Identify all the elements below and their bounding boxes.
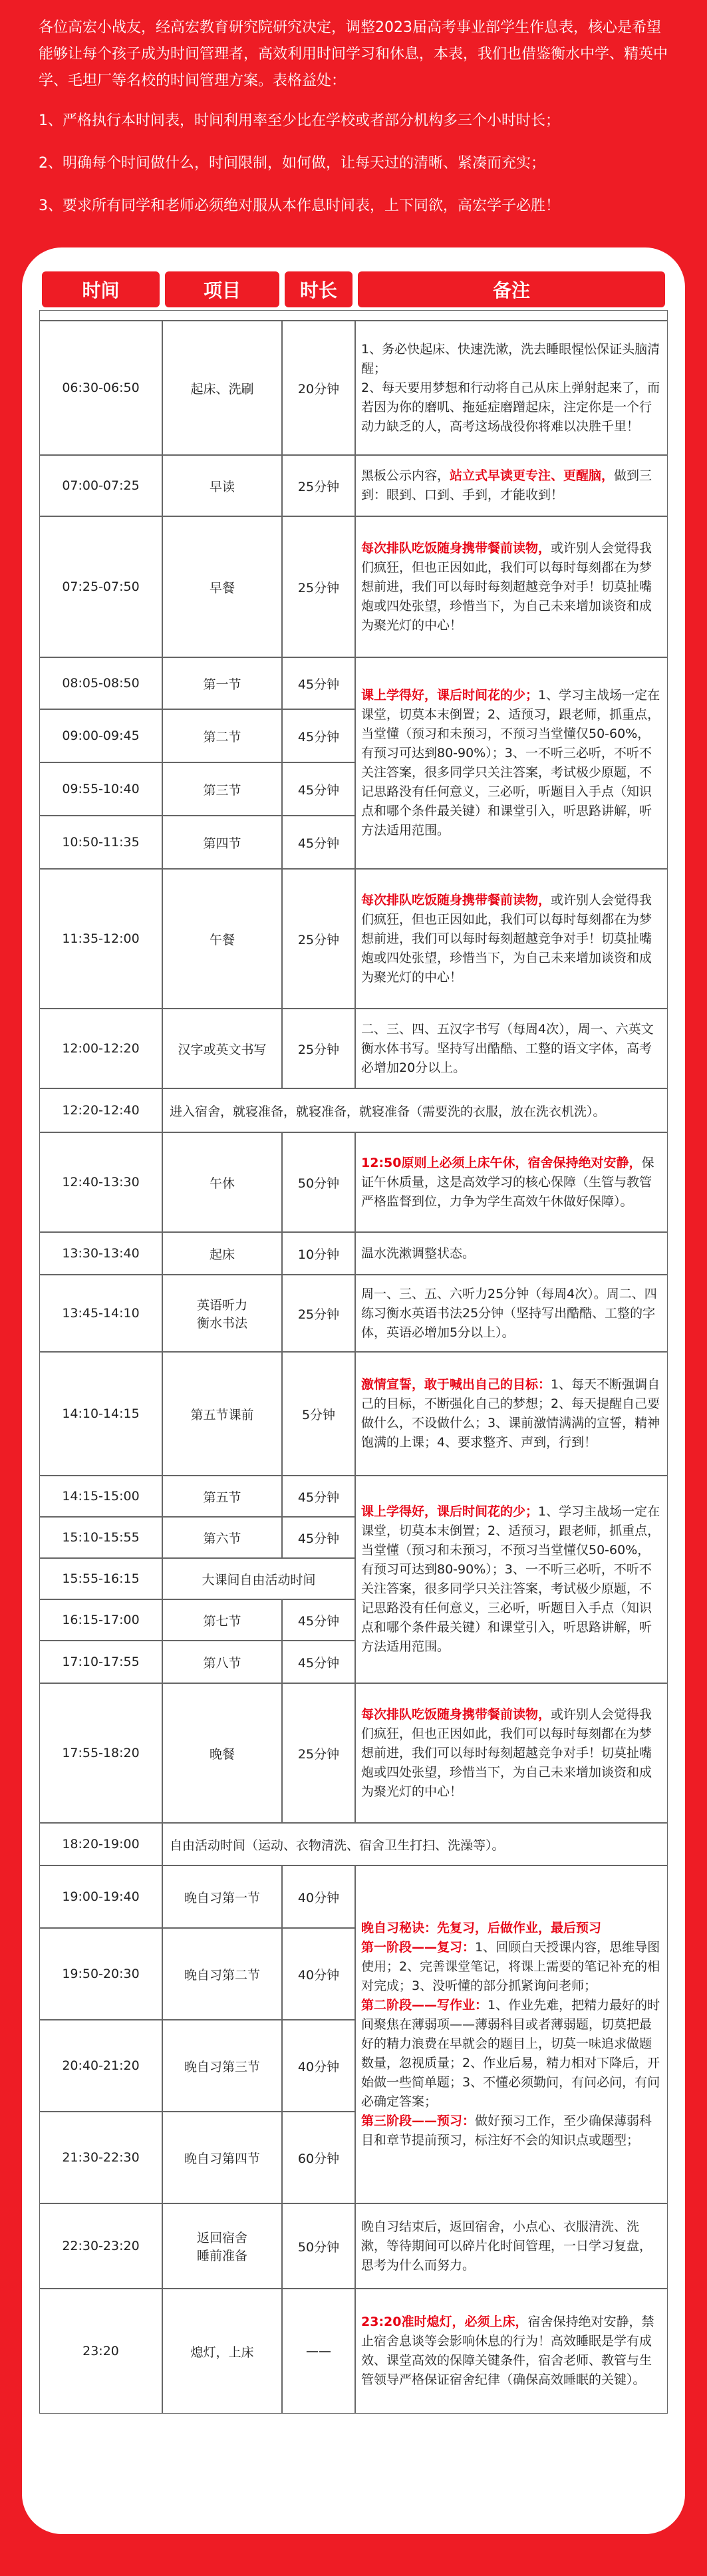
duration-cell: 40分钟 bbox=[282, 1928, 355, 2020]
note-cell: 周一、三、五、六听力25分钟（每周4次）。周二、四练习衡水英语书法25分钟（坚持写出酷酷、工整的字体，英语必增加5分以上）。 bbox=[355, 1275, 668, 1352]
time-cell: 13:45-14:10 bbox=[39, 1275, 162, 1352]
time-cell: 14:15-15:00 bbox=[39, 1476, 162, 1517]
time-cell: 14:10-14:15 bbox=[39, 1352, 162, 1476]
evening-stage-2 bbox=[361, 1996, 662, 2112]
header-time: 时间 bbox=[39, 269, 162, 310]
time-cell: 07:25-07:50 bbox=[39, 516, 162, 657]
item-cell: 第一节 bbox=[162, 657, 282, 709]
table-row bbox=[39, 1088, 668, 1132]
time-cell: 10:50-11:35 bbox=[39, 816, 162, 869]
item-cell: 返回宿舍 睡前准备 bbox=[162, 2203, 282, 2289]
note-highlight: 第二阶段——写作业： bbox=[361, 1998, 488, 2012]
evening-stage-3 bbox=[361, 2112, 662, 2150]
item-cell: 第八节 bbox=[162, 1641, 282, 1683]
duration-cell: 50分钟 bbox=[282, 1132, 355, 1232]
item-cell: 晚自习第三节 bbox=[162, 2020, 282, 2112]
note-text: 做到三到：眼到、口到、手到，才能收到！ bbox=[361, 468, 652, 502]
item-cell: 第三节 bbox=[162, 762, 282, 816]
note-highlight: 第三阶段——预习： bbox=[361, 2114, 476, 2128]
duration-cell: 45分钟 bbox=[282, 1476, 355, 1517]
note-cell bbox=[355, 657, 668, 869]
note-highlight: 每次排队吃饭随身携带餐前读物， bbox=[361, 1706, 551, 1722]
time-cell: 17:10-17:55 bbox=[39, 1641, 162, 1683]
note-text: 黑板公示内容， bbox=[361, 468, 450, 483]
duration-cell: 25分钟 bbox=[282, 869, 355, 1009]
duration-cell: 45分钟 bbox=[282, 1599, 355, 1641]
time-cell: 21:30-22:30 bbox=[39, 2112, 162, 2203]
table-row bbox=[39, 869, 668, 1009]
time-cell: 22:30-23:20 bbox=[39, 2203, 162, 2289]
intro-paragraph: 各位高宏小战友，经高宏教育研究院研究决定，调整2023届高考事业部学生作息表，核心是希望能够让每个孩子成为时间管理者，高效利用时间学习和休息，本表，我们也借鉴衡水中学、精英中学、毛坦厂等名校的时间管理方案。表格益处： bbox=[39, 19, 668, 89]
header-item: 项目 bbox=[162, 269, 282, 310]
table-row bbox=[39, 1009, 668, 1088]
table-header bbox=[39, 269, 668, 310]
time-cell: 18:20-19:00 bbox=[39, 1823, 162, 1865]
table-row bbox=[39, 1865, 668, 1928]
schedule-table bbox=[39, 269, 668, 2414]
table-row bbox=[39, 455, 668, 516]
note-text: 1、每天不断强调自己的目标，不断强化自己的梦想；2、每天提醒自己要做什么，不设做什么；3、课前激情满满的宣誓，精神饱满的上课；4、要求整齐、声到，行到！ bbox=[361, 1377, 660, 1450]
note-text: 或许别人会觉得我们疯狂，但也正因如此，我们可以每时每刻都在为梦想前进，我们可以每时每刻超越竞争对手！切莫扯嘴炮或四处张望，珍惜当下，为自己未来增加谈资和成为聚光灯的中心！ bbox=[361, 892, 652, 985]
duration-cell: 45分钟 bbox=[282, 709, 355, 762]
duration-cell: 45分钟 bbox=[282, 1517, 355, 1558]
time-cell: 23:20 bbox=[39, 2289, 162, 2414]
item-cell: 第七节 bbox=[162, 1599, 282, 1641]
duration-cell: 40分钟 bbox=[282, 1865, 355, 1928]
item-cell: 第四节 bbox=[162, 816, 282, 869]
note-cell bbox=[355, 455, 668, 516]
time-cell: 06:30-06:50 bbox=[39, 321, 162, 455]
note-highlight: 12:50原则上必须上床午休，宿舍保持绝对安静， bbox=[361, 1155, 642, 1170]
time-cell: 12:00-12:20 bbox=[39, 1009, 162, 1088]
time-cell: 15:55-16:15 bbox=[39, 1558, 162, 1599]
duration-cell: 40分钟 bbox=[282, 2020, 355, 2112]
item-cell: 晚自习第一节 bbox=[162, 1865, 282, 1928]
note-text: 做好预习工作，至少确保薄弱科目和章节提前预习，标注好不会的知识点或题型； bbox=[361, 2114, 652, 2148]
duration-cell: 25分钟 bbox=[282, 516, 355, 657]
item-cell: 早餐 bbox=[162, 516, 282, 657]
duration-cell: 45分钟 bbox=[282, 1641, 355, 1683]
item-cell: 第五节 bbox=[162, 1476, 282, 1517]
note-highlight: 激情宣誓，敢于喊出自己的目标： bbox=[361, 1377, 551, 1392]
table-row bbox=[39, 2289, 668, 2414]
time-cell: 15:10-15:55 bbox=[39, 1517, 162, 1558]
time-cell: 12:20-12:40 bbox=[39, 1088, 162, 1132]
duration-cell: 45分钟 bbox=[282, 657, 355, 709]
item-cell: 英语听力 衡水书法 bbox=[162, 1275, 282, 1352]
note-text: 1、回顾白天授课内容，思维导图使用；2、完善课堂笔记，将课上需要的笔记补充的相对完成；3、没听懂的部分抓紧询问老师； bbox=[361, 1940, 660, 1993]
duration-cell: —— bbox=[282, 2289, 355, 2414]
item-cell: 早读 bbox=[162, 455, 282, 516]
note-text: 或许别人会觉得我们疯狂，但也正因如此，我们可以每时每刻都在为梦想前进，我们可以每时每刻超越竞争对手！切莫扯嘴炮或四处张望，珍惜当下，为自己未来增加谈资和成为聚光灯的中心！ bbox=[361, 1706, 652, 1799]
note-cell bbox=[355, 516, 668, 657]
note-highlight: 站立式早读更专注、更醒脑， bbox=[450, 468, 615, 483]
table-row bbox=[39, 1352, 668, 1476]
schedule-card bbox=[22, 247, 685, 2534]
table-row bbox=[39, 321, 668, 455]
note-highlight: 第一阶段——复习： bbox=[361, 1940, 476, 1955]
intro-section bbox=[0, 0, 707, 236]
item-cell: 晚自习第二节 bbox=[162, 1928, 282, 2020]
table-row bbox=[39, 1476, 668, 1517]
time-cell: 08:05-08:50 bbox=[39, 657, 162, 709]
note-cell: 1、务必快起床、快速洗漱，洗去睡眼惺忪保证头脑清醒； 2、每天要用梦想和行动将自己从床上弹射起来了，而若因为你的磨叽、拖延症磨蹭起床，注定你是一个行动力缺乏的人，高考这场战役你将难以决胜千里！ bbox=[355, 321, 668, 455]
table-row bbox=[39, 1232, 668, 1275]
item-cell: 熄灯，上床 bbox=[162, 2289, 282, 2414]
table-row bbox=[39, 2203, 668, 2289]
rule-3: 3、要求所有同学和老师必须绝对服从本作息时间表，上下同欲，高宏学子必胜！ bbox=[39, 198, 560, 214]
table-row bbox=[39, 516, 668, 657]
item-cell: 晚餐 bbox=[162, 1683, 282, 1823]
duration-cell: 25分钟 bbox=[282, 455, 355, 516]
note-text: 保证午休质量，这是高效学习的核心保障（生管与教管严格监督到位，力争为学生高效午休做好保障）。 bbox=[361, 1155, 654, 1209]
note-text: 宿舍保持绝对安静，禁止宿舍息谈等会影响休息的行为！高效睡眠是学有成效、课堂高效的保障关键条件，宿舍老师、教管与生管领导严格保证宿舍纪律（确保高效睡眠的关键）。 bbox=[361, 2315, 654, 2387]
note-text: 1、作业先难，把精力最好的时间聚焦在薄弱项——薄弱科目或者薄弱题，切莫把最好的精力浪费在早就会的题目上，切莫一味追求做题数量，忽视质量；2、作业后易，精力相对下降后，开始做一些简单题；3、不懂必须勤问，有问必问，有问必确定答案； bbox=[361, 1998, 660, 2109]
note-cell bbox=[355, 1132, 668, 1232]
note-text: 1、学习主战场一定在课堂，切莫本末倒置；2、适预习，跟老师，抓重点，当堂懂（预习和未预习，不预习当堂懂仅50-60%，有预习可达到80-90%）；3、一不听三必听，不听不关注答案，很多同学只关注答案，考试极少原题，不记思路没有任何意义，三必听，听题目入手点（知识点和哪个条件最关键）和课堂引入，听思路讲解，听方法适用范围。 bbox=[361, 688, 660, 838]
time-cell: 17:55-18:20 bbox=[39, 1683, 162, 1823]
time-cell: 19:00-19:40 bbox=[39, 1865, 162, 1928]
time-cell: 13:30-13:40 bbox=[39, 1232, 162, 1275]
duration-cell: 50分钟 bbox=[282, 2203, 355, 2289]
note-highlight: 每次排队吃饭随身携带餐前读物， bbox=[361, 892, 551, 907]
note-cell bbox=[355, 1683, 668, 1823]
rule-2: 2、明确每个时间做什么，时间限制，如何做，让每天过的清晰、紧凑而充实； bbox=[39, 155, 545, 172]
note-cell bbox=[355, 1352, 668, 1476]
duration-cell: 20分钟 bbox=[282, 321, 355, 455]
note-cell bbox=[355, 869, 668, 1009]
evening-stage-1 bbox=[361, 1938, 662, 1996]
time-cell: 16:15-17:00 bbox=[39, 1599, 162, 1641]
note-cell bbox=[355, 2289, 668, 2414]
note-cell: 自由活动时间（运动、衣物清洗、宿舍卫生打扫、洗澡等）。 bbox=[162, 1823, 668, 1865]
time-cell: 09:00-09:45 bbox=[39, 709, 162, 762]
item-cell: 第二节 bbox=[162, 709, 282, 762]
duration-cell: 45分钟 bbox=[282, 816, 355, 869]
item-cell: 午餐 bbox=[162, 869, 282, 1009]
item-cell: 第六节 bbox=[162, 1517, 282, 1558]
time-cell: 09:55-10:40 bbox=[39, 762, 162, 816]
table-row bbox=[39, 657, 668, 709]
item-cell: 午休 bbox=[162, 1132, 282, 1232]
table-row bbox=[39, 1132, 668, 1232]
duration-cell: 25分钟 bbox=[282, 1683, 355, 1823]
note-highlight: 每次排队吃饭随身携带餐前读物， bbox=[361, 540, 551, 556]
header-duration: 时长 bbox=[282, 269, 355, 310]
table-row bbox=[39, 1275, 668, 1352]
table-row bbox=[39, 1823, 668, 1865]
duration-cell: 5分钟 bbox=[282, 1352, 355, 1476]
duration-cell: 25分钟 bbox=[282, 1275, 355, 1352]
note-cell bbox=[355, 1865, 668, 2203]
item-cell: 大课间自由活动时间 bbox=[162, 1558, 355, 1599]
time-cell: 20:40-21:20 bbox=[39, 2020, 162, 2112]
note-cell: 二、三、四、五汉字书写（每周4次），周一、六英文衡水体书写。坚持写出酷酷、工整的语文字体，高考必增加20分以上。 bbox=[355, 1009, 668, 1088]
duration-cell: 45分钟 bbox=[282, 762, 355, 816]
item-cell: 起床 bbox=[162, 1232, 282, 1275]
note-cell: 晚自习结束后，返回宿舍，小点心、衣服清洗、洗漱，等待期间可以碎片化时间管理，一日学习复盘，思考为什么而努力。 bbox=[355, 2203, 668, 2289]
item-cell: 第五节课前 bbox=[162, 1352, 282, 1476]
rule-1: 1、严格执行本时间表，时间利用率至少比在学校或者部分机构多三个小时时长； bbox=[39, 112, 560, 129]
duration-cell: 25分钟 bbox=[282, 1009, 355, 1088]
duration-cell: 10分钟 bbox=[282, 1232, 355, 1275]
item-cell: 起床、洗刷 bbox=[162, 321, 282, 455]
schedule-table-wrap bbox=[39, 269, 668, 2414]
note-cell: 温水洗漱调整状态。 bbox=[355, 1232, 668, 1275]
item-cell: 晚自习第四节 bbox=[162, 2112, 282, 2203]
note-highlight: 晚自习秘诀：先复习，后做作业，最后预习 bbox=[361, 1921, 602, 1935]
time-cell: 12:40-13:30 bbox=[39, 1132, 162, 1232]
time-cell: 11:35-12:00 bbox=[39, 869, 162, 1009]
note-text: 1、学习主战场一定在课堂，切莫本末倒置；2、适预习，跟老师，抓重点，当堂懂（预习和未预习，不预习当堂懂仅50-60%，有预习可达到80-90%）；3、一不听三必听，不听不关注答案，很多同学只关注答案，考试极少原题，不记思路没有任何意义，三必听，听题目入手点（知识点和哪个条件最关键）和课堂引入，听思路讲解，听方法适用范围。 bbox=[361, 1504, 660, 1654]
time-cell: 07:00-07:25 bbox=[39, 455, 162, 516]
note-highlight: 23:20准时熄灯，必须上床， bbox=[361, 2315, 528, 2329]
note-text: 或许别人会觉得我们疯狂，但也正因如此，我们可以每时每刻都在为梦想前进，我们可以每时每刻超越竞争对手！切莫扯嘴炮或四处张望，珍惜当下，为自己未来增加谈资和成为聚光灯的中心！ bbox=[361, 540, 652, 633]
duration-cell: 60分钟 bbox=[282, 2112, 355, 2203]
time-cell: 19:50-20:30 bbox=[39, 1928, 162, 2020]
item-cell: 汉字或英文书写 bbox=[162, 1009, 282, 1088]
header-notes: 备注 bbox=[355, 269, 668, 310]
note-cell: 进入宿舍，就寝准备，就寝准备，就寝准备（需要洗的衣服，放在洗衣机洗）。 bbox=[162, 1088, 668, 1132]
table-row bbox=[39, 1683, 668, 1823]
note-cell bbox=[355, 1476, 668, 1683]
note-highlight: 课上学得好，课后时间花的少； bbox=[361, 1504, 539, 1519]
note-highlight: 课上学得好，课后时间花的少； bbox=[361, 688, 539, 703]
